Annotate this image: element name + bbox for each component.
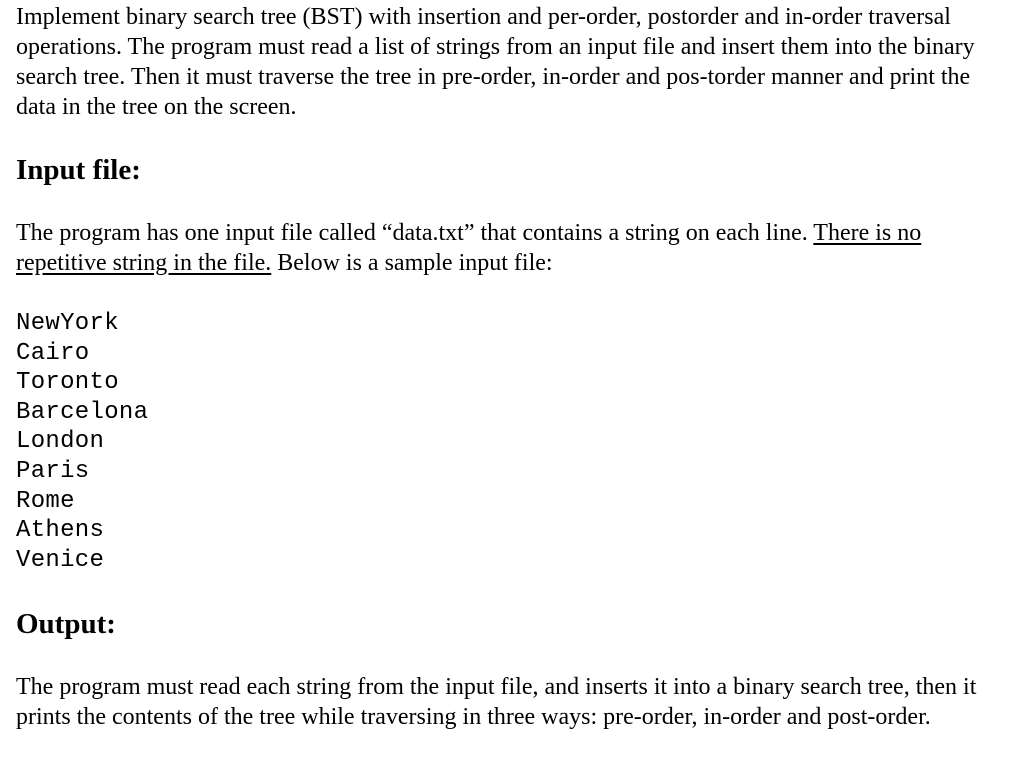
sample-line: NewYork (16, 310, 119, 337)
input-desc-tail: Below is a sample input file: (271, 250, 553, 276)
input-file-description (16, 218, 1016, 278)
intro-paragraph: Implement binary search tree (BST) with insertion and per-order, postorder and in-order traversal operations. The program must read a list of strings from an input file and insert them into the binary search tree. Then it must traverse the tree in pre-order, in-order and pos-torder manner and print the data in the tree on the screen. (16, 4, 975, 120)
output-heading: Output: (16, 608, 116, 640)
sample-line: London (16, 428, 105, 456)
sample-line: Cairo (16, 339, 90, 367)
input-file-heading: Input file: (16, 154, 141, 186)
sample-line: Athens (16, 517, 105, 545)
no-repetition-note: There is no repetitive string in the file. (16, 220, 922, 276)
sample-line: Paris (16, 457, 90, 485)
sample-line: Toronto (16, 369, 119, 397)
input-desc-text: The program has one input file called “data.txt” that contains a string on each line. (16, 220, 814, 246)
sample-line: Barcelona (16, 398, 149, 426)
sample-line: Venice (16, 546, 105, 574)
output-description: The program must read each string from the input file, and inserts it into a binary search tree, then it prints the contents of the tree while traversing in three ways: pre-order, in-order and post-order. (16, 674, 977, 730)
sample-input-list (16, 309, 148, 575)
sample-line: Rome (16, 487, 75, 515)
